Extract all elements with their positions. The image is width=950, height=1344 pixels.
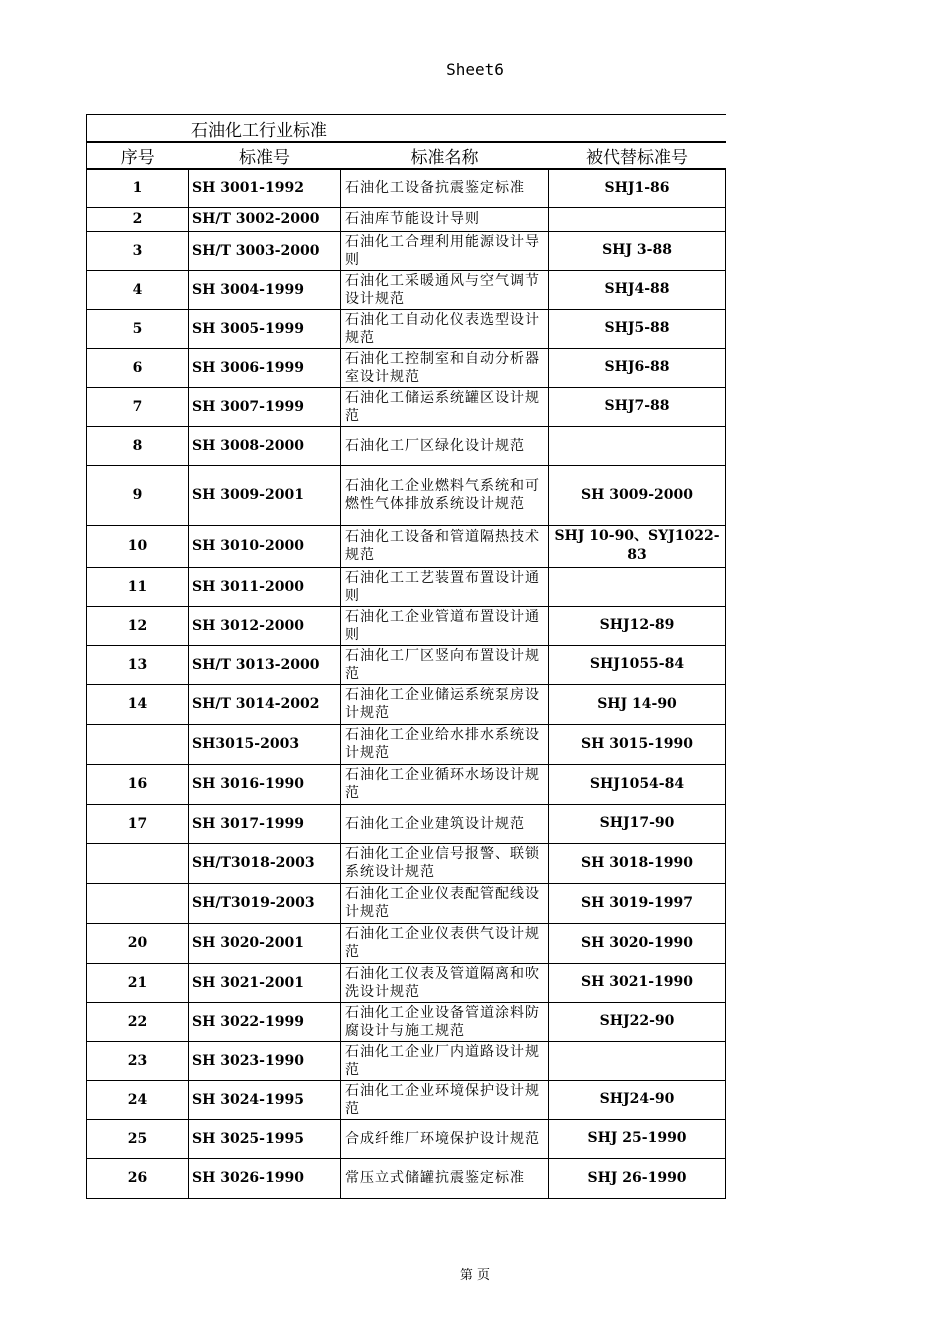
- cell-seq: 1: [87, 169, 189, 207]
- cell-replaced-code: [549, 567, 726, 606]
- header-seq: 序号: [87, 142, 189, 169]
- cell-standard-name: 石油化工企业循环水场设计规范: [341, 764, 549, 804]
- table-title: 石油化工行业标准: [87, 115, 726, 143]
- cell-standard-code: SH 3004-1999: [189, 270, 341, 309]
- cell-seq: 26: [87, 1158, 189, 1198]
- cell-standard-code: SH 3026-1990: [189, 1158, 341, 1198]
- cell-replaced-code: SHJ24-90: [549, 1080, 726, 1119]
- cell-standard-name: 石油化工工艺装置布置设计通则: [341, 567, 549, 606]
- cell-standard-code: SH 3009-2001: [189, 465, 341, 525]
- cell-standard-name: 石油化工企业信号报警、联锁系统设计规范: [341, 843, 549, 883]
- cell-replaced-code: SHJ1054-84: [549, 764, 726, 804]
- cell-replaced-code: SHJ6-88: [549, 348, 726, 387]
- cell-seq: 24: [87, 1080, 189, 1119]
- cell-replaced-code: SH 3018-1990: [549, 843, 726, 883]
- cell-standard-name: 石油化工合理利用能源设计导则: [341, 231, 549, 270]
- cell-standard-code: SH 3016-1990: [189, 764, 341, 804]
- table-row: [87, 1041, 726, 1080]
- table-row: [87, 348, 726, 387]
- table-row: [87, 465, 726, 525]
- header-replaced: 被代替标准号: [549, 142, 726, 169]
- cell-seq: 23: [87, 1041, 189, 1080]
- header-row: [87, 142, 726, 169]
- cell-seq: 8: [87, 426, 189, 465]
- cell-replaced-code: [549, 207, 726, 231]
- cell-standard-code: SH 3025-1995: [189, 1119, 341, 1158]
- cell-standard-code: SH/T3018-2003: [189, 843, 341, 883]
- cell-standard-code: SH 3008-2000: [189, 426, 341, 465]
- cell-seq: 14: [87, 684, 189, 724]
- cell-seq: 21: [87, 963, 189, 1002]
- table-row: [87, 1119, 726, 1158]
- cell-standard-name: 石油化工厂区竖向布置设计规范: [341, 645, 549, 684]
- cell-standard-name: 常压立式储罐抗震鉴定标准: [341, 1158, 549, 1198]
- table-row: [87, 169, 726, 207]
- cell-seq: 16: [87, 764, 189, 804]
- cell-seq: [87, 883, 189, 923]
- cell-replaced-code: SHJ1055-84: [549, 645, 726, 684]
- cell-standard-code: SH 3017-1999: [189, 804, 341, 843]
- table-row: [87, 231, 726, 270]
- cell-standard-name: 石油化工企业给水排水系统设计规范: [341, 724, 549, 764]
- cell-standard-name: 石油库节能设计导则: [341, 207, 549, 231]
- cell-standard-code: SH/T3019-2003: [189, 883, 341, 923]
- cell-standard-name: 石油化工控制室和自动分析器室设计规范: [341, 348, 549, 387]
- table-row: [87, 645, 726, 684]
- cell-seq: 3: [87, 231, 189, 270]
- cell-replaced-code: SH 3020-1990: [549, 923, 726, 963]
- cell-standard-name: 石油化工企业储运系统泵房设计规范: [341, 684, 549, 724]
- cell-standard-name: 石油化工自动化仪表选型设计规范: [341, 309, 549, 348]
- cell-replaced-code: [549, 426, 726, 465]
- cell-standard-name: 石油化工企业燃料气系统和可燃性气体排放系统设计规范: [341, 465, 549, 525]
- cell-seq: 2: [87, 207, 189, 231]
- cell-replaced-code: SH 3021-1990: [549, 963, 726, 1002]
- cell-seq: 6: [87, 348, 189, 387]
- cell-standard-code: SH 3022-1999: [189, 1002, 341, 1041]
- cell-seq: 13: [87, 645, 189, 684]
- cell-standard-name: 石油化工设备抗震鉴定标准: [341, 169, 549, 207]
- cell-replaced-code: SHJ1-86: [549, 169, 726, 207]
- cell-standard-code: SH 3024-1995: [189, 1080, 341, 1119]
- cell-seq: 12: [87, 606, 189, 645]
- table-row: [87, 764, 726, 804]
- cell-standard-name: 石油化工设备和管道隔热技术规范: [341, 525, 549, 567]
- cell-seq: 25: [87, 1119, 189, 1158]
- table-row: [87, 843, 726, 883]
- table-row: [87, 923, 726, 963]
- cell-replaced-code: SHJ 3-88: [549, 231, 726, 270]
- table-body: [87, 115, 726, 1199]
- cell-standard-code: SH3015-2003: [189, 724, 341, 764]
- cell-standard-name: 石油化工采暖通风与空气调节设计规范: [341, 270, 549, 309]
- table-row: [87, 525, 726, 567]
- table-row: [87, 1158, 726, 1198]
- table-row: [87, 804, 726, 843]
- header-name: 标准名称: [341, 142, 549, 169]
- cell-replaced-code: SH 3015-1990: [549, 724, 726, 764]
- cell-standard-code: SH 3001-1992: [189, 169, 341, 207]
- cell-standard-name: 石油化工企业建筑设计规范: [341, 804, 549, 843]
- table-row: [87, 724, 726, 764]
- cell-replaced-code: SHJ12-89: [549, 606, 726, 645]
- cell-standard-code: SH 3023-1990: [189, 1041, 341, 1080]
- cell-standard-code: SH/T 3014-2002: [189, 684, 341, 724]
- cell-replaced-code: SH 3009-2000: [549, 465, 726, 525]
- cell-standard-code: SH/T 3013-2000: [189, 645, 341, 684]
- table-row: [87, 426, 726, 465]
- cell-standard-code: SH 3020-2001: [189, 923, 341, 963]
- cell-standard-code: SH/T 3002-2000: [189, 207, 341, 231]
- table-row: [87, 270, 726, 309]
- table-row: [87, 963, 726, 1002]
- cell-replaced-code: SHJ 25-1990: [549, 1119, 726, 1158]
- cell-standard-code: SH 3007-1999: [189, 387, 341, 426]
- cell-seq: 4: [87, 270, 189, 309]
- cell-standard-name: 石油化工储运系统罐区设计规范: [341, 387, 549, 426]
- cell-standard-name: 石油化工企业厂内道路设计规范: [341, 1041, 549, 1080]
- table-row: [87, 606, 726, 645]
- cell-standard-code: SH 3010-2000: [189, 525, 341, 567]
- table-row: [87, 309, 726, 348]
- cell-standard-name: 石油化工企业管道布置设计通则: [341, 606, 549, 645]
- cell-standard-code: SH 3011-2000: [189, 567, 341, 606]
- cell-seq: 17: [87, 804, 189, 843]
- cell-replaced-code: SHJ22-90: [549, 1002, 726, 1041]
- page-footer: 第 页: [459, 1268, 491, 1283]
- cell-standard-code: SH 3006-1999: [189, 348, 341, 387]
- cell-standard-name: 石油化工厂区绿化设计规范: [341, 426, 549, 465]
- table-title-row: [87, 115, 726, 143]
- cell-seq: 20: [87, 923, 189, 963]
- cell-replaced-code: SHJ5-88: [549, 309, 726, 348]
- cell-standard-name: 石油化工企业环境保护设计规范: [341, 1080, 549, 1119]
- cell-standard-code: SH 3012-2000: [189, 606, 341, 645]
- table-row: [87, 883, 726, 923]
- cell-replaced-code: SHJ7-88: [549, 387, 726, 426]
- cell-standard-name: 石油化工企业设备管道涂料防腐设计与施工规范: [341, 1002, 549, 1041]
- cell-standard-code: SH 3005-1999: [189, 309, 341, 348]
- cell-replaced-code: SHJ 26-1990: [549, 1158, 726, 1198]
- cell-replaced-code: SHJ 10-90、SYJ1022-83: [549, 525, 726, 567]
- cell-standard-name: 石油化工企业仪表供气设计规范: [341, 923, 549, 963]
- table-row: [87, 207, 726, 231]
- cell-replaced-code: [549, 1041, 726, 1080]
- cell-seq: 5: [87, 309, 189, 348]
- cell-standard-name: 合成纤维厂环境保护设计规范: [341, 1119, 549, 1158]
- cell-standard-name: 石油化工仪表及管道隔离和吹洗设计规范: [341, 963, 549, 1002]
- cell-replaced-code: SHJ4-88: [549, 270, 726, 309]
- cell-seq: 7: [87, 387, 189, 426]
- cell-standard-code: SH 3021-2001: [189, 963, 341, 1002]
- cell-replaced-code: SH 3019-1997: [549, 883, 726, 923]
- table-row: [87, 387, 726, 426]
- table-row: [87, 1080, 726, 1119]
- cell-seq: [87, 843, 189, 883]
- cell-replaced-code: SHJ17-90: [549, 804, 726, 843]
- table-row: [87, 684, 726, 724]
- cell-standard-name: 石油化工企业仪表配管配线设计规范: [341, 883, 549, 923]
- cell-seq: [87, 724, 189, 764]
- cell-standard-code: SH/T 3003-2000: [189, 231, 341, 270]
- cell-replaced-code: SHJ 14-90: [549, 684, 726, 724]
- cell-seq: 9: [87, 465, 189, 525]
- cell-seq: 10: [87, 525, 189, 567]
- cell-seq: 22: [87, 1002, 189, 1041]
- sheet-title: Sheet6: [446, 60, 504, 79]
- header-code: 标准号: [189, 142, 341, 169]
- cell-seq: 11: [87, 567, 189, 606]
- standards-table: [86, 114, 726, 1199]
- table-row: [87, 567, 726, 606]
- table-row: [87, 1002, 726, 1041]
